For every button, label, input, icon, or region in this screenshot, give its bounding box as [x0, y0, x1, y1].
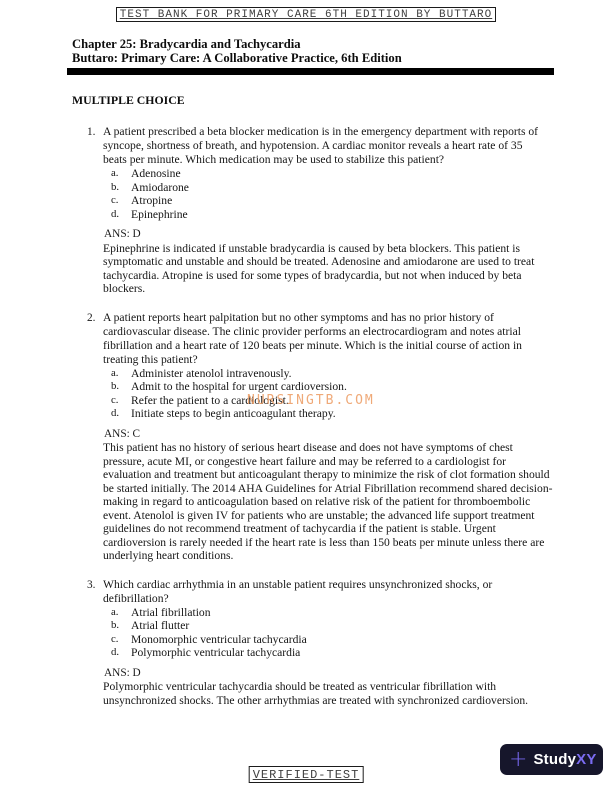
question-text: Which cardiac arrhythmia in an unstable patient requires unsynchronized shocks, or defibrillation?	[103, 577, 493, 605]
option-text: Refer the patient to a cardiologist.	[131, 393, 289, 407]
option-letter: a.	[111, 167, 119, 179]
option-a	[111, 606, 550, 620]
option-d	[111, 407, 550, 421]
option-a	[111, 367, 550, 381]
question-1	[0, 125, 612, 296]
question-number: 3.	[87, 578, 96, 591]
footer-stamp: VERIFIED-TEST	[249, 766, 364, 783]
answer-label: ANS: C	[104, 427, 141, 440]
option-b	[111, 619, 550, 633]
option-letter: b.	[111, 619, 120, 631]
studyxy-logo-badge[interactable]	[500, 744, 603, 775]
option-letter: a.	[111, 605, 119, 618]
option-c	[111, 394, 550, 408]
option-a	[111, 167, 550, 181]
answer-rationale: This patient has no history of serious heart disease and does not have symptoms of chest pressure, acute MI, or congestive heart failure and may be referred to a cardiologist for evaluation and treatment but anticoagulant therapy to minimize the risk of clot formation should be started initially. The 2014 AHA Guidelines for Atrial Fibrillation recommend shared decision-making in regard to anticoagulation based on relative risk of the patient for thromboembolic event. Atenolol is given IV for patients who are unstable; the advanced life support treatment guidelines do not recommend treatment of tachycardia if the patient is stable. Urgent cardioversion is rarely needed if the heart rate is less than 150 beats per minute unless there are underlying heart conditions.	[103, 441, 553, 562]
option-letter: c.	[111, 632, 119, 645]
option-text: Amiodarone	[131, 180, 189, 194]
chapter-title: Chapter 25: Bradycardia and Tachycardia	[72, 37, 301, 51]
answer-rationale: Epinephrine is indicated if unstable bradycardia is caused by beta blockers. This patient is symptomatic and unstable and should be treated. Adenosine and amiodarone are used to treat tachycardia. Atropine is used for some types of bradycardia, but not when induced by beta blockers.	[103, 241, 535, 295]
question-list	[0, 125, 612, 707]
question-text: A patient reports heart palpitation but no other symptoms and has no prior history of cardiovascular disease. The clinic provider performs an electrocardiogram and notes atrial fibrillation and a heart rate of 120 beats per minute. Which is the initial course of action in treating this patient?	[103, 310, 522, 366]
question-text: A patient prescribed a beta blocker medication is in the emergency department with reports of syncope, shortness of breath, and hypotension. A cardiac monitor reveals a heart rate of 35 beats per minute. Which medication may be used to stabilize this patient?	[103, 125, 539, 166]
brand-name-primary: Study	[533, 751, 577, 768]
answer-label: ANS: D	[104, 228, 141, 240]
option-b	[111, 181, 550, 195]
option-text: Administer atenolol intravenously.	[131, 366, 292, 380]
option-text: Atrial fibrillation	[131, 605, 211, 619]
question-body	[103, 125, 550, 296]
option-text: Polymorphic ventricular tachycardia	[131, 646, 301, 659]
option-letter: b.	[111, 380, 120, 392]
option-letter: a.	[111, 366, 119, 379]
option-c	[111, 633, 550, 647]
option-letter: d.	[111, 207, 120, 220]
option-text: Epinephrine	[131, 207, 188, 221]
section-heading: MULTIPLE CHOICE	[72, 93, 185, 107]
answer-label: ANS: D	[104, 666, 141, 679]
question-2	[0, 311, 612, 563]
option-d	[111, 646, 550, 660]
brand-name-accent: XY	[576, 751, 597, 768]
option-letter: c.	[111, 194, 119, 206]
plus-icon: +	[509, 746, 528, 772]
option-letter: d.	[111, 407, 120, 419]
document-title-block	[72, 37, 612, 65]
option-letter: b.	[111, 180, 120, 193]
header-stamp: TEST BANK FOR PRIMARY CARE 6TH EDITION BY BUTTARO	[116, 7, 496, 22]
question-body	[103, 578, 550, 708]
option-letter: c.	[111, 393, 119, 406]
title-divider-bar	[67, 68, 554, 75]
option-text: Initiate steps to begin anticoagulant therapy.	[131, 407, 336, 420]
studyxy-logo-text	[533, 751, 596, 768]
option-b	[111, 380, 550, 394]
option-text: Monomorphic ventricular tachycardia	[131, 632, 307, 646]
option-letter: d.	[111, 646, 120, 658]
option-c	[111, 194, 550, 208]
option-text: Adenosine	[131, 167, 181, 180]
option-text: Atropine	[131, 194, 173, 207]
option-text: Admit to the hospital for urgent cardioversion.	[131, 380, 347, 393]
book-title: Buttaro: Primary Care: A Collaborative Practice, 6th Edition	[72, 51, 402, 65]
option-text: Atrial flutter	[131, 619, 190, 632]
nursingtb-watermark: NURSINGTB.COM	[247, 392, 375, 408]
question-3	[0, 578, 612, 708]
question-body	[103, 310, 553, 563]
option-d	[111, 208, 550, 222]
question-number: 1.	[87, 126, 96, 138]
answer-rationale: Polymorphic ventricular tachycardia should be treated as ventricular fibrillation with unsynchronized shocks. The other arrhythmias are treated with synchronized cardioversion.	[103, 680, 529, 707]
question-number: 2.	[87, 311, 96, 324]
header-stamp-row	[0, 0, 612, 22]
